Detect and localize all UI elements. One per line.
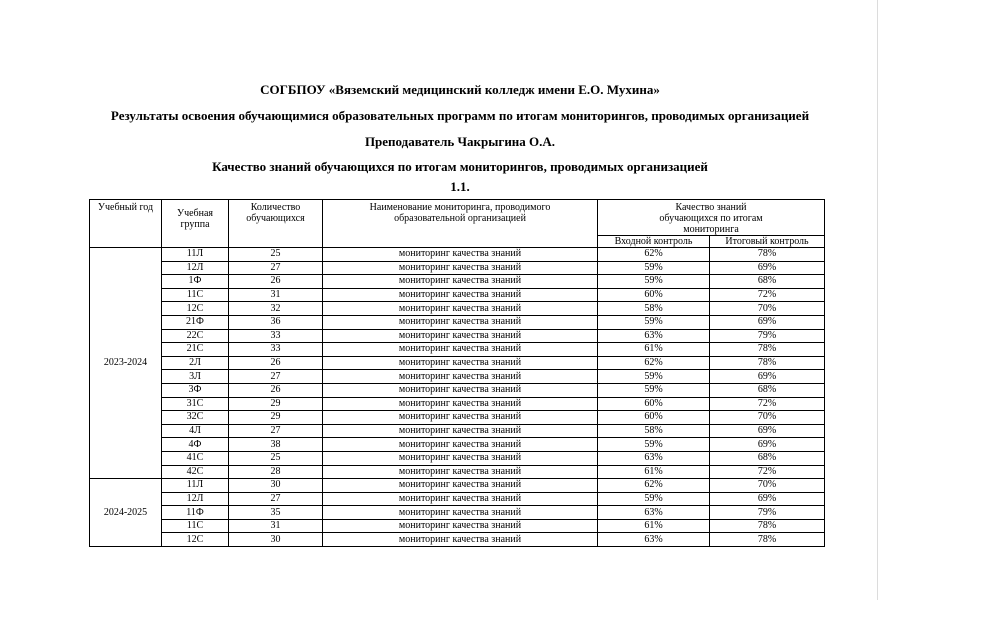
group-cell: 41С [162,451,229,465]
header-input-control: Входной контроль [598,236,710,248]
final-control-cell: 69% [710,424,825,438]
header-count: Количество обучающихся [229,200,323,248]
final-control-cell: 79% [710,329,825,343]
count-cell: 38 [229,438,323,452]
table-row [90,451,825,465]
group-cell: 3Ф [162,383,229,397]
table-row [90,248,825,262]
teacher-name: Преподаватель Чакрыгина О.А. [364,134,556,149]
count-cell: 27 [229,492,323,506]
final-control-cell: 72% [710,288,825,302]
monitoring-name-cell: мониторинг качества знаний [323,315,598,329]
count-cell: 33 [229,343,323,357]
input-control-cell: 62% [598,479,710,493]
input-control-cell: 61% [598,519,710,533]
monitoring-name-cell: мониторинг качества знаний [323,519,598,533]
count-cell: 33 [229,329,323,343]
monitoring-name-cell: мониторинг качества знаний [323,383,598,397]
year-cell: 2023-2024 [90,248,162,479]
group-cell: 11Ф [162,506,229,520]
count-cell: 26 [229,356,323,370]
monitoring-name-cell: мониторинг качества знаний [323,411,598,425]
monitoring-name-cell: мониторинг качества знаний [323,465,598,479]
count-cell: 30 [229,479,323,493]
input-control-cell: 62% [598,248,710,262]
group-cell: 11С [162,288,229,302]
header-final-control: Итоговый контроль [710,236,825,248]
final-control-cell: 69% [710,438,825,452]
monitoring-name-cell: мониторинг качества знаний [323,275,598,289]
final-control-cell: 72% [710,465,825,479]
final-control-cell: 78% [710,356,825,370]
group-cell: 4Ф [162,438,229,452]
final-control-cell: 72% [710,397,825,411]
count-cell: 29 [229,397,323,411]
count-cell: 32 [229,302,323,316]
count-cell: 26 [229,383,323,397]
monitoring-name-cell: мониторинг качества знаний [323,329,598,343]
table-row [90,288,825,302]
monitoring-name-cell: мониторинг качества знаний [323,424,598,438]
count-cell: 30 [229,533,323,547]
input-control-cell: 60% [598,288,710,302]
header-year: Учебный год [90,200,162,248]
monitoring-name-cell: мониторинг качества знаний [323,343,598,357]
report-title: Результаты освоения обучающимися образовательных программ по итогам мониторингов, проводимых организацией [110,108,810,123]
group-cell: 12Л [162,261,229,275]
group-cell: 1Ф [162,275,229,289]
count-cell: 27 [229,424,323,438]
table-row [90,329,825,343]
table-row [90,356,825,370]
group-cell: 2Л [162,356,229,370]
header-quality: Качество знаний обучающихся по итогам мониторинга [598,200,825,236]
count-cell: 25 [229,248,323,262]
monitoring-name-cell: мониторинг качества знаний [323,397,598,411]
table-row [90,492,825,506]
section-number: 1.1. [450,179,470,194]
group-cell: 21Ф [162,315,229,329]
monitoring-name-cell: мониторинг качества знаний [323,492,598,506]
input-control-cell: 62% [598,356,710,370]
input-control-cell: 58% [598,424,710,438]
monitoring-name-cell: мониторинг качества знаний [323,356,598,370]
count-cell: 35 [229,506,323,520]
input-control-cell: 59% [598,261,710,275]
group-cell: 12Л [162,492,229,506]
count-cell: 25 [229,451,323,465]
input-control-cell: 58% [598,302,710,316]
college-title: СОГБПОУ «Вяземский медицинский колледж имени Е.О. Мухина» [260,82,660,97]
table-row [90,397,825,411]
group-cell: 4Л [162,424,229,438]
input-control-cell: 59% [598,438,710,452]
monitoring-name-cell: мониторинг качества знаний [323,370,598,384]
group-cell: 11Л [162,479,229,493]
final-control-cell: 68% [710,275,825,289]
table-row [90,519,825,533]
table-row [90,315,825,329]
monitoring-name-cell: мониторинг качества знаний [323,261,598,275]
group-cell: 11Л [162,248,229,262]
final-control-cell: 78% [710,533,825,547]
final-control-cell: 78% [710,248,825,262]
group-cell: 22С [162,329,229,343]
count-cell: 26 [229,275,323,289]
input-control-cell: 63% [598,533,710,547]
monitoring-name-cell: мониторинг качества знаний [323,248,598,262]
final-control-cell: 78% [710,343,825,357]
final-control-cell: 69% [710,492,825,506]
count-cell: 29 [229,411,323,425]
header-monitoring-name: Наименование мониторинга, проводимого образовательной организацией [323,200,598,248]
final-control-cell: 70% [710,479,825,493]
table-row [90,275,825,289]
input-control-cell: 63% [598,329,710,343]
group-cell: 31С [162,397,229,411]
input-control-cell: 60% [598,397,710,411]
table-row [90,370,825,384]
count-cell: 27 [229,370,323,384]
final-control-cell: 69% [710,370,825,384]
table-caption: Качество знаний обучающихся по итогам мониторингов, проводимых организацией [212,159,708,174]
input-control-cell: 59% [598,492,710,506]
table-row [90,411,825,425]
table-row [90,424,825,438]
monitoring-name-cell: мониторинг качества знаний [323,302,598,316]
table-row [90,438,825,452]
input-control-cell: 61% [598,343,710,357]
input-control-cell: 59% [598,370,710,384]
final-control-cell: 68% [710,451,825,465]
group-cell: 3Л [162,370,229,384]
group-cell: 21С [162,343,229,357]
table-row [90,465,825,479]
table-row [90,533,825,547]
year-cell: 2024-2025 [90,479,162,547]
input-control-cell: 60% [598,411,710,425]
header-group: Учебная группа [162,200,229,248]
table-row [90,343,825,357]
group-cell: 32С [162,411,229,425]
monitoring-name-cell: мониторинг качества знаний [323,479,598,493]
input-control-cell: 59% [598,383,710,397]
group-cell: 12С [162,533,229,547]
table-row [90,261,825,275]
monitoring-name-cell: мониторинг качества знаний [323,288,598,302]
table-row [90,302,825,316]
monitoring-name-cell: мониторинг качества знаний [323,506,598,520]
final-control-cell: 69% [710,315,825,329]
monitoring-name-cell: мониторинг качества знаний [323,438,598,452]
final-control-cell: 70% [710,411,825,425]
final-control-cell: 78% [710,519,825,533]
table-row [90,383,825,397]
table-body [90,248,825,547]
count-cell: 27 [229,261,323,275]
final-control-cell: 79% [710,506,825,520]
input-control-cell: 63% [598,506,710,520]
input-control-cell: 59% [598,315,710,329]
count-cell: 31 [229,288,323,302]
table-row [90,479,825,493]
final-control-cell: 68% [710,383,825,397]
group-cell: 11С [162,519,229,533]
input-control-cell: 59% [598,275,710,289]
group-cell: 12С [162,302,229,316]
monitoring-name-cell: мониторинг качества знаний [323,533,598,547]
count-cell: 36 [229,315,323,329]
monitoring-results-table [89,199,825,547]
table-row [90,506,825,520]
count-cell: 31 [229,519,323,533]
group-cell: 42С [162,465,229,479]
input-control-cell: 63% [598,451,710,465]
input-control-cell: 61% [598,465,710,479]
monitoring-name-cell: мониторинг качества знаний [323,451,598,465]
count-cell: 28 [229,465,323,479]
final-control-cell: 69% [710,261,825,275]
final-control-cell: 70% [710,302,825,316]
